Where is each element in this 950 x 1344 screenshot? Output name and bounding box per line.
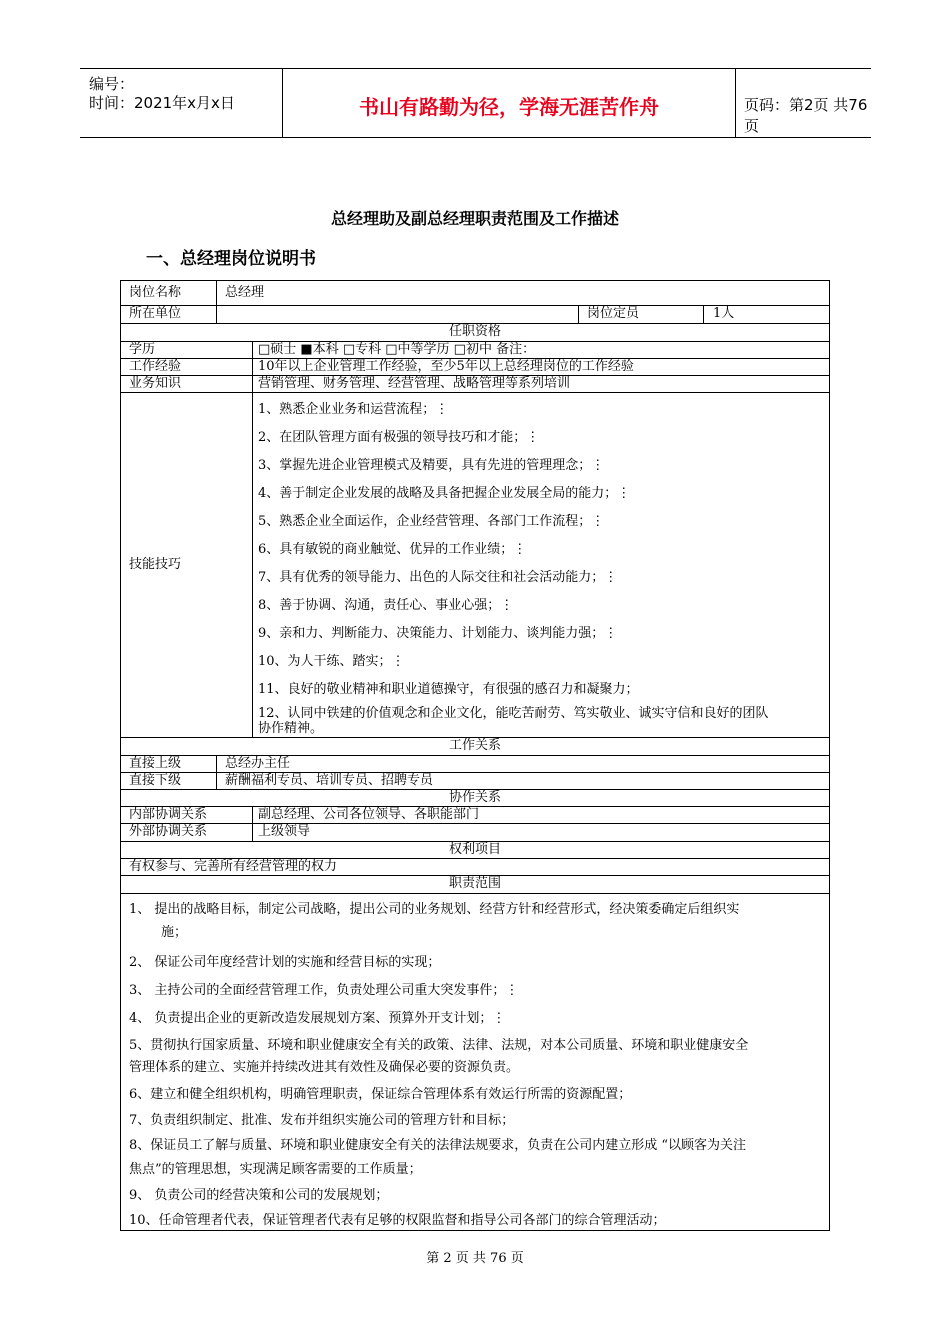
- duties-header: 职责范围: [448, 876, 501, 891]
- duty-item: 施；: [161, 925, 188, 940]
- experience-value: 10年以上企业管理工作经验，至少5年以上总经理岗位的工作经验: [258, 359, 634, 374]
- duty-item: 管理体系的建立、实施并持续改进其有效性及确保必要的资源负责。: [129, 1060, 520, 1075]
- rights-value: 有权参与、完善所有经营管理的权力: [129, 859, 338, 874]
- skill-item: 5、熟悉企业全面运作，企业经营管理、各部门工作流程；⋮: [258, 514, 605, 529]
- post-name-value: 总经理: [225, 285, 265, 300]
- internal-value: 副总经理、公司各位领导、各职能部门: [258, 807, 480, 822]
- doc-title: 总经理助及副总经理职责范围及工作描述: [330, 209, 619, 228]
- col-divider: [252, 806, 253, 841]
- col-divider: [252, 341, 253, 737]
- knowledge-value: 营销管理、财务管理、经营管理、战略管理等系列培训: [258, 376, 571, 391]
- col-divider: [216, 281, 217, 305]
- row-divider: [121, 823, 829, 824]
- post-name-label: 岗位名称: [129, 285, 182, 300]
- duty-item: 10、任命管理者代表，保证管理者代表有足够的权限监督和指导公司各部门的综合管理活动；: [129, 1213, 666, 1228]
- page-footer: 第 2 页 共 76 页: [426, 1251, 524, 1266]
- row-divider: [121, 893, 829, 894]
- subordinate-value: 薪酬福利专员、培训专员、招聘专员: [225, 773, 434, 788]
- col-divider: [216, 755, 217, 789]
- work-relation-header: 工作关系: [448, 738, 501, 753]
- skill-item: 6、具有敏锐的商业触觉、优异的工作业绩；⋮: [258, 542, 527, 557]
- knowledge-label: 业务知识: [129, 376, 182, 391]
- external-value: 上级领导: [258, 824, 311, 839]
- col-divider: [216, 305, 217, 323]
- skills-label: 技能技巧: [129, 557, 182, 572]
- duty-item: 焦点”的管理思想，实现满足顾客需要的工作质量；: [129, 1162, 422, 1177]
- doc-date: 时间：2021年x月x日: [89, 94, 235, 112]
- duty-item: 8、保证员工了解与质量、环境和职业健康安全有关的法律法规要求，负责在公司内建立形成 “以顾客为关注: [129, 1138, 747, 1153]
- skill-item: 11、良好的敬业精神和职业道德操守，有很强的感召力和凝聚力；: [258, 682, 639, 697]
- skill-item: 1、熟悉企业业务和运营流程；⋮: [258, 402, 449, 417]
- education-label: 学历: [129, 342, 156, 357]
- skill-item: 4、善于制定企业发展的战略及具备把握企业发展全局的能力；⋮: [258, 486, 631, 501]
- row-divider: [121, 392, 829, 393]
- header-page-cell: [735, 69, 871, 137]
- header-motto: 书山有路勤为径，学海无涯苦作舟: [359, 95, 659, 119]
- duty-item: 4、 负责提出企业的更新改造发展规划方案、预算外开支计划；⋮: [129, 1011, 506, 1026]
- subordinate-label: 直接下级: [129, 773, 182, 788]
- superior-value: 总经办主任: [225, 756, 291, 771]
- unit-label: 所在单位: [129, 306, 182, 321]
- header-meta: [80, 69, 282, 137]
- duty-item: 7、负责组织制定、批准、发布并组织实施公司的管理方针和目标；: [129, 1113, 515, 1128]
- duty-item: 9、 负责公司的经营决策和公司的发展规划；: [129, 1188, 389, 1203]
- skill-item: 12、认同中铁建的价值观念和企业文化，能吃苦耐劳、笃实敬业、诚实守信和良好的团队: [258, 706, 769, 721]
- skill-item: 10、为人干练、踏实；⋮: [258, 654, 405, 669]
- headcount-value: 1人: [713, 306, 735, 321]
- header-page-info: 页码：第2页 共76页: [744, 96, 868, 135]
- internal-label: 内部协调关系: [129, 807, 208, 822]
- section-heading: 一、总经理岗位说明书: [146, 249, 316, 269]
- rights-header: 权利项目: [448, 842, 501, 857]
- headcount-label: 岗位定员: [587, 306, 640, 321]
- skill-item: 2、在团队管理方面有极强的领导技巧和才能；⋮: [258, 430, 540, 445]
- external-label: 外部协调关系: [129, 824, 208, 839]
- col-divider: [578, 305, 579, 323]
- header-motto-cell: [282, 69, 736, 137]
- coop-header: 协作关系: [448, 790, 501, 805]
- job-description-form: [120, 280, 830, 1231]
- duty-item: 1、 提出的战略目标，制定公司战略，提出公司的业务规划、经营方针和经营形式，经决策委确定后组织实: [129, 902, 740, 917]
- skill-item: 9、亲和力、判断能力、决策能力、计划能力、谈判能力强；⋮: [258, 626, 618, 641]
- col-divider: [703, 305, 704, 323]
- skill-item: 8、善于协调、沟通，责任心、事业心强；⋮: [258, 598, 514, 613]
- qualification-header: 任职资格: [448, 324, 501, 339]
- superior-label: 直接上级: [129, 756, 182, 771]
- duty-item: 2、 保证公司年度经营计划的实施和经营目标的实现；: [129, 955, 441, 970]
- doc-number-label: 编号：: [89, 75, 135, 93]
- education-options: □硕士 ■本科 □专科 □中等学历 □初中 备注：: [258, 342, 536, 357]
- skill-item: 3、掌握先进企业管理模式及精要，具有先进的管理理念；⋮: [258, 458, 605, 473]
- page-header: [80, 68, 871, 138]
- duty-item: 5、贯彻执行国家质量、环境和职业健康安全有关的政策、法律、法规，对本公司质量、环境和职业健康安全: [129, 1038, 749, 1053]
- experience-label: 工作经验: [129, 359, 182, 374]
- duty-item: 3、 主持公司的全面经营管理工作，负责处理公司重大突发事件；⋮: [129, 983, 519, 998]
- skill-item: 协作精神。: [258, 721, 324, 736]
- duty-item: 6、建立和健全组织机构，明确管理职责，保证综合管理体系有效运行所需的资源配置；: [129, 1087, 632, 1102]
- skill-item: 7、具有优秀的领导能力、出色的人际交往和社会活动能力；⋮: [258, 570, 618, 585]
